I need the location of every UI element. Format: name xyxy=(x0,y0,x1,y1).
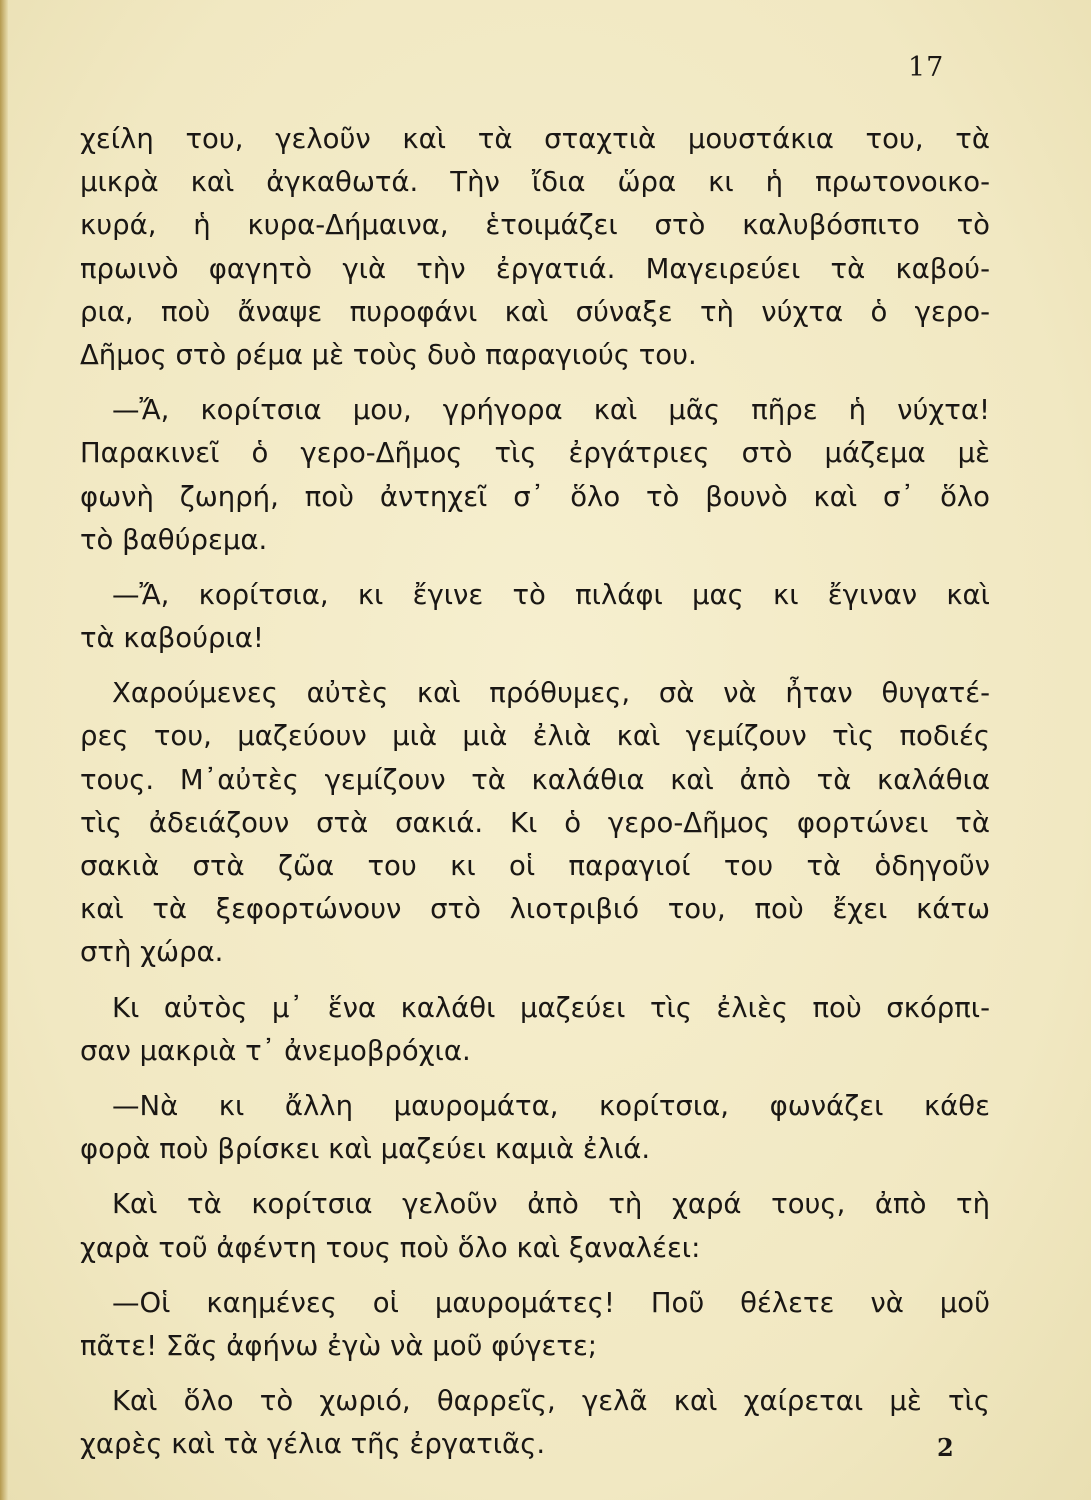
text-line: καὶ τὰ ξεφορτώνουν στὸ λιοτριβιό του, ποὺ ἔχει κάτω xyxy=(80,893,990,926)
text-line: χείλη του, γελοῦν καὶ τὰ σταχτιὰ μουστάκια του, τὰ xyxy=(80,123,990,155)
text-line: φωνὴ ζωηρή, ποὺ ἀντηχεῖ σ᾿ ὅλο τὸ βουνὸ καὶ σ᾿ ὅλο xyxy=(80,480,990,513)
text-line: —Νὰ κι ἄλλη μαυρομάτα, κορίτσια, φωνάζει κάθε xyxy=(112,1089,990,1122)
text-line: στὴ χώρα. xyxy=(80,936,224,969)
text-line: κυρά, ἡ κυρα-Δήμαινα, ἑτοιμάζει στὸ καλυβόσπιτο τὸ xyxy=(80,209,990,242)
text-line: τὶς ἀδειάζουν στὰ σακιά. Κι ὁ γερο-Δῆμος φορτώνει τὰ xyxy=(80,806,990,839)
text-line: Κι αὐτὸς μ᾿ ἕνα καλάθι μαζεύει τὶς ἐλιὲς ποὺ σκόρπι- xyxy=(112,991,990,1024)
signature-mark: 2 xyxy=(937,1433,954,1462)
body-text xyxy=(80,118,990,1466)
text-line: φορὰ ποὺ βρίσκει καὶ μαζεύει καμιὰ ἐλιά. xyxy=(80,1133,651,1166)
text-line: τὸ βαθύρεμα. xyxy=(80,523,268,556)
text-line: πρωινὸ φαγητὸ γιὰ τὴν ἐργατιά. Μαγειρεύει τὰ καβού- xyxy=(80,252,990,285)
text-line: Παρακινεῖ ὁ γερο-Δῆμος τὶς ἐργάτριες στὸ μάζεμα μὲ xyxy=(80,437,990,470)
text-line: σαν μακριὰ τ᾿ ἀνεμοβρόχια. xyxy=(80,1034,471,1067)
text-line: —Οἱ καημένες οἱ μαυρομάτες! Ποῦ θέλετε νὰ μοῦ xyxy=(112,1286,990,1319)
text-line: Δῆμος στὸ ρέμα μὲ τοὺς δυὸ παραγιούς του. xyxy=(80,338,697,371)
text-line: τους. Μ᾿αὐτὲς γεμίζουν τὰ καλάθια καὶ ἀπὸ τὰ καλάθια xyxy=(80,763,990,796)
text-line: —Ἄ, κορίτσια μου, γρήγορα καὶ μᾶς πῆρε ἡ νύχτα! xyxy=(112,394,990,427)
text-line: χαρὲς καὶ τὰ γέλια τῆς ἐργατιᾶς. xyxy=(80,1428,546,1461)
text-line: τὰ καβούρια! xyxy=(80,622,264,655)
page-edge xyxy=(0,0,8,1500)
text-line: μικρὰ καὶ ἀγκαθωτά. Τὴν ἴδια ὥρα κι ἡ πρωτονοικο- xyxy=(80,166,990,199)
text-line: χαρὰ τοῦ ἀφέντη τους ποὺ ὅλο καὶ ξαναλέει: xyxy=(80,1231,701,1264)
text-line: Καὶ ὅλο τὸ χωριό, θαρρεῖς, γελᾶ καὶ χαίρεται μὲ τὶς xyxy=(112,1385,990,1418)
page-number: 17 xyxy=(908,52,945,83)
text-line: σακιὰ στὰ ζῶα του κι οἱ παραγιοί του τὰ ὁδηγοῦν xyxy=(80,850,990,882)
text-line: ρες του, μαζεύουν μιὰ μιὰ ἐλιὰ καὶ γεμίζουν τὶς ποδιές xyxy=(80,720,990,753)
text-line: Καὶ τὰ κορίτσια γελοῦν ἀπὸ τὴ χαρά τους, ἀπὸ τὴ xyxy=(112,1188,990,1221)
text-line: Χαρούμενες αὐτὲς καὶ πρόθυμες, σὰ νὰ ἦταν θυγατέ- xyxy=(112,677,990,710)
text-line: —Ἄ, κορίτσια, κι ἔγινε τὸ πιλάφι μας κι ἔγιναν καὶ xyxy=(112,578,990,611)
text-line: ρια, ποὺ ἄναψε πυροφάνι καὶ σύναξε τὴ νύχτα ὁ γερο- xyxy=(80,295,990,328)
text-line: πᾶτε! Σᾶς ἀφήνω ἐγὼ νὰ μοῦ φύγετε; xyxy=(80,1329,598,1362)
